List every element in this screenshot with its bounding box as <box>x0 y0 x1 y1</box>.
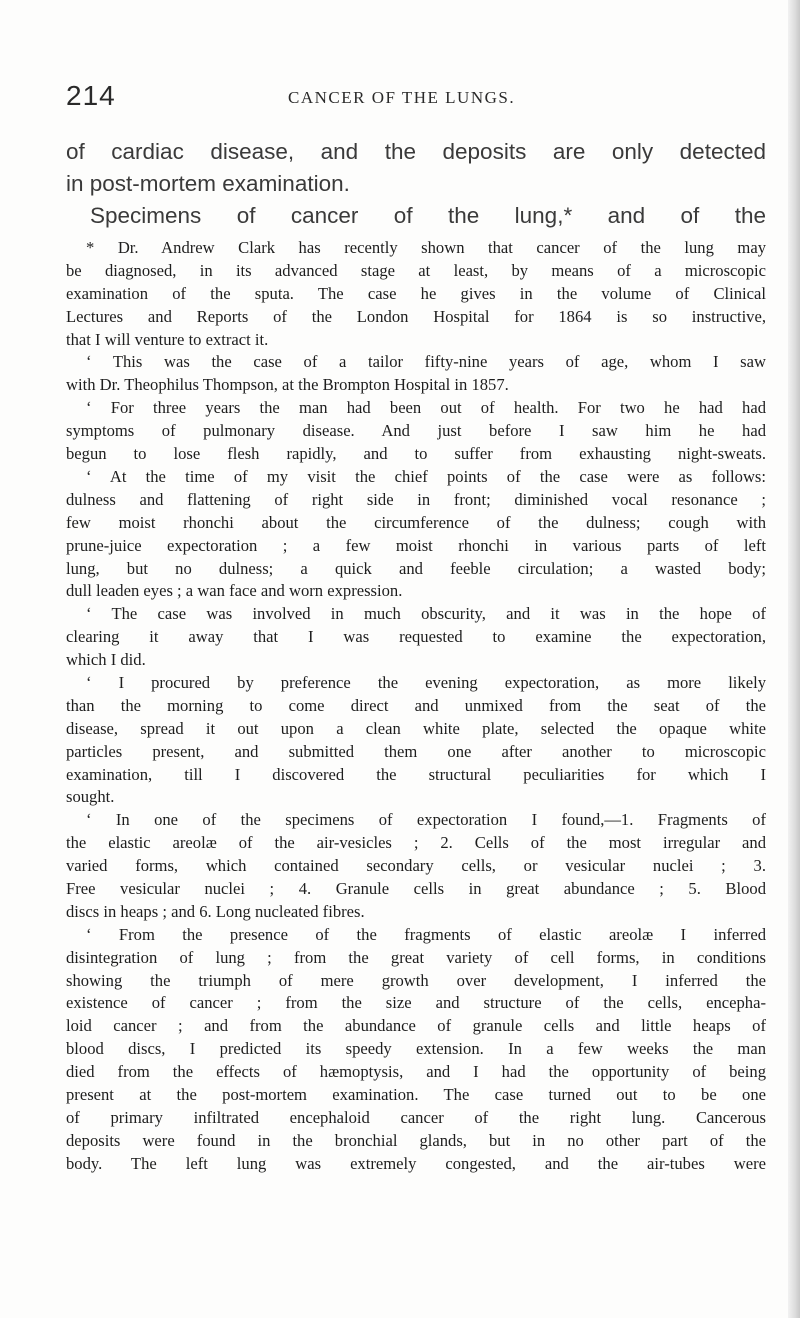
footnote-line: deposits were found in the bronchial glands, but in no other part of the <box>66 1130 766 1150</box>
footnote-line: of primary infiltrated encephaloid cancer of the right lung. Cancerous <box>66 1107 766 1127</box>
footnote-line: showing the triumph of mere growth over development, I inferred the <box>66 970 766 990</box>
footnote-line: ‘ From the presence of the fragments of elastic areolæ I inferred <box>86 924 766 944</box>
footnote-line: examination of the sputa. The case he gives in the volume of Clinical <box>66 283 766 303</box>
footnote-line: be diagnosed, in its advanced stage at least, by means of a microscopic <box>66 260 766 280</box>
body-line: of cardiac disease, and the deposits are only detected <box>66 139 766 164</box>
footnote-line: ‘ The case was involved in much obscurity, and it was in the hope of <box>86 604 766 624</box>
footnote-line: lung, but no dulness; a quick and feeble circulation; a wasted body; <box>66 558 766 578</box>
footnote-line: which I did. <box>66 650 146 670</box>
footnote-line: ‘ I procured by preference the evening expectoration, as more likely <box>86 672 766 692</box>
page-edge-shadow <box>788 0 800 1318</box>
footnote <box>66 237 766 1176</box>
footnote-line: loid cancer ; and from the abundance of granule cells and little heaps of <box>66 1016 766 1036</box>
footnote-line: prune-juice expectoration ; a few moist rhonchi in various parts of left <box>66 535 766 555</box>
footnote-line: * Dr. Andrew Clark has recently shown that cancer of the lung may <box>86 238 766 257</box>
footnote-line: existence of cancer ; from the size and structure of the cells, encepha- <box>66 993 766 1013</box>
footnote-line: few moist rhonchi about the circumference of the dulness; cough with <box>66 512 766 532</box>
footnote-line: died from the effects of hæmoptysis, and I had the opportunity of being <box>66 1062 766 1082</box>
footnote-line: ‘ In one of the specimens of expectoration I found,—1. Fragments of <box>86 810 766 830</box>
footnote-line: disease, spread it out upon a clean white plate, selected the opaque white <box>66 718 766 738</box>
footnote-line: blood discs, I predicted its speedy extension. In a few weeks the man <box>66 1039 766 1059</box>
footnote-line: dulness and flattening of right side in front; diminished vocal resonance ; <box>66 489 766 509</box>
footnote-line: the elastic areolæ of the air-vesicles ; 2. Cells of the most irregular and <box>66 833 766 853</box>
footnote-line: body. The left lung was extremely congested, and the air-tubes were <box>66 1153 766 1173</box>
body-text <box>66 136 766 232</box>
running-head <box>66 80 766 110</box>
footnote-line: begun to lose flesh rapidly, and to suffer from exhausting night-sweats. <box>66 444 766 464</box>
footnote-line: ‘ This was the case of a tailor fifty-nine years of age, whom I saw <box>86 352 766 372</box>
body-line: Specimens of cancer of the lung,* and of the <box>90 203 766 228</box>
running-title: CANCER OF THE LUNGS. <box>288 88 516 107</box>
page-number: 214 <box>66 80 116 111</box>
footnote-line: examination, till I discovered the structural peculiarities for which I <box>66 764 766 784</box>
footnote-line: Free vesicular nuclei ; 4. Granule cells in great abundance ; 5. Blood <box>66 879 766 899</box>
footnote-line: that I will venture to extract it. <box>66 329 269 349</box>
footnote-line: Lectures and Reports of the London Hospital for 1864 is so instructive, <box>66 306 766 326</box>
body-line: in post-mortem examination. <box>66 171 350 196</box>
footnote-line: sought. <box>66 787 115 807</box>
footnote-line: with Dr. Theophilus Thompson, at the Brompton Hospital in 1857. <box>66 375 509 395</box>
footnote-line: disintegration of lung ; from the great variety of cell forms, in conditions <box>66 947 766 967</box>
footnote-line: clearing it away that I was requested to examine the expectoration, <box>66 627 766 647</box>
footnote-line: ‘ At the time of my visit the chief points of the case were as follows: <box>86 466 766 486</box>
footnote-line: ‘ For three years the man had been out of health. For two he had had <box>86 398 766 418</box>
footnote-line: particles present, and submitted them one after another to microscopic <box>66 741 766 761</box>
footnote-line: varied forms, which contained secondary cells, or vesicular nuclei ; 3. <box>66 856 766 876</box>
footnote-line: symptoms of pulmonary disease. And just before I saw him he had <box>66 421 766 441</box>
footnote-line: discs in heaps ; and 6. Long nucleated fibres. <box>66 901 365 921</box>
footnote-line: present at the post-mortem examination. The case turned out to be one <box>66 1085 766 1105</box>
footnote-line: than the morning to come direct and unmixed from the seat of the <box>66 695 766 715</box>
footnote-line: dull leaden eyes ; a wan face and worn expression. <box>66 581 403 601</box>
